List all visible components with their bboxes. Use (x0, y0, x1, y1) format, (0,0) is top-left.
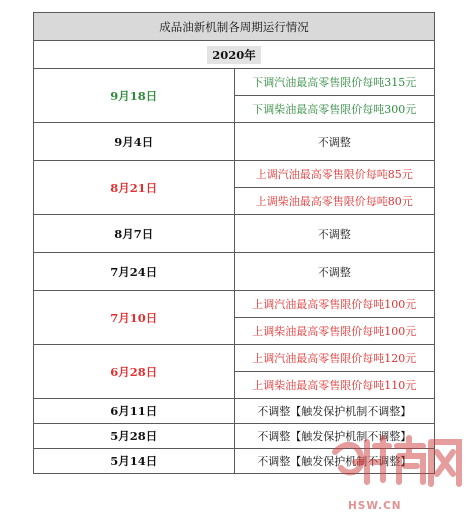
row-description: 上调柴油最高零售限价每吨110元 (234, 372, 435, 399)
row-description: 上调汽油最高零售限价每吨100元 (234, 291, 435, 318)
title-row (34, 13, 435, 41)
row-description: 上调柴油最高零售限价每吨80元 (234, 188, 435, 215)
table-row (34, 424, 435, 449)
row-description: 不调整【触发保护机制不调整】 (234, 424, 435, 449)
row-description: 上调汽油最高零售限价每吨85元 (234, 161, 435, 188)
table-row (34, 253, 435, 291)
row-description: 不调整【触发保护机制不调整】 (234, 399, 435, 424)
table-row (34, 345, 435, 372)
table-row (34, 291, 435, 318)
row-date: 8月7日 (34, 215, 235, 253)
row-date: 7月10日 (34, 291, 235, 345)
row-date: 9月4日 (34, 123, 235, 161)
table-row (34, 161, 435, 188)
row-date: 6月11日 (34, 399, 235, 424)
row-description: 下调汽油最高零售限价每吨315元 (234, 69, 435, 96)
row-description: 不调整 (234, 215, 435, 253)
price-adjustment-table-container (33, 12, 435, 474)
table-row (34, 399, 435, 424)
price-adjustment-table (33, 12, 435, 474)
row-description: 不调整【触发保护机制不调整】 (234, 449, 435, 474)
row-description: 不调整 (234, 123, 435, 161)
row-date: 5月14日 (34, 449, 235, 474)
row-date: 5月28日 (34, 424, 235, 449)
table-title: 成品油新机制各周期运行情况 (34, 13, 435, 41)
row-description: 上调汽油最高零售限价每吨120元 (234, 345, 435, 372)
table-row (34, 69, 435, 96)
year-row (34, 41, 435, 69)
table-row (34, 215, 435, 253)
row-description: 下调柴油最高零售限价每吨300元 (234, 96, 435, 123)
row-date: 7月24日 (34, 253, 235, 291)
row-description: 不调整 (234, 253, 435, 291)
row-description: 上调柴油最高零售限价每吨100元 (234, 318, 435, 345)
table-row (34, 449, 435, 474)
table-row (34, 123, 435, 161)
watermark-site-text: HSW.CN (348, 500, 402, 512)
row-date: 9月18日 (34, 69, 235, 123)
row-date: 6月28日 (34, 345, 235, 399)
year-label: 2020年 (207, 46, 261, 64)
row-date: 8月21日 (34, 161, 235, 215)
